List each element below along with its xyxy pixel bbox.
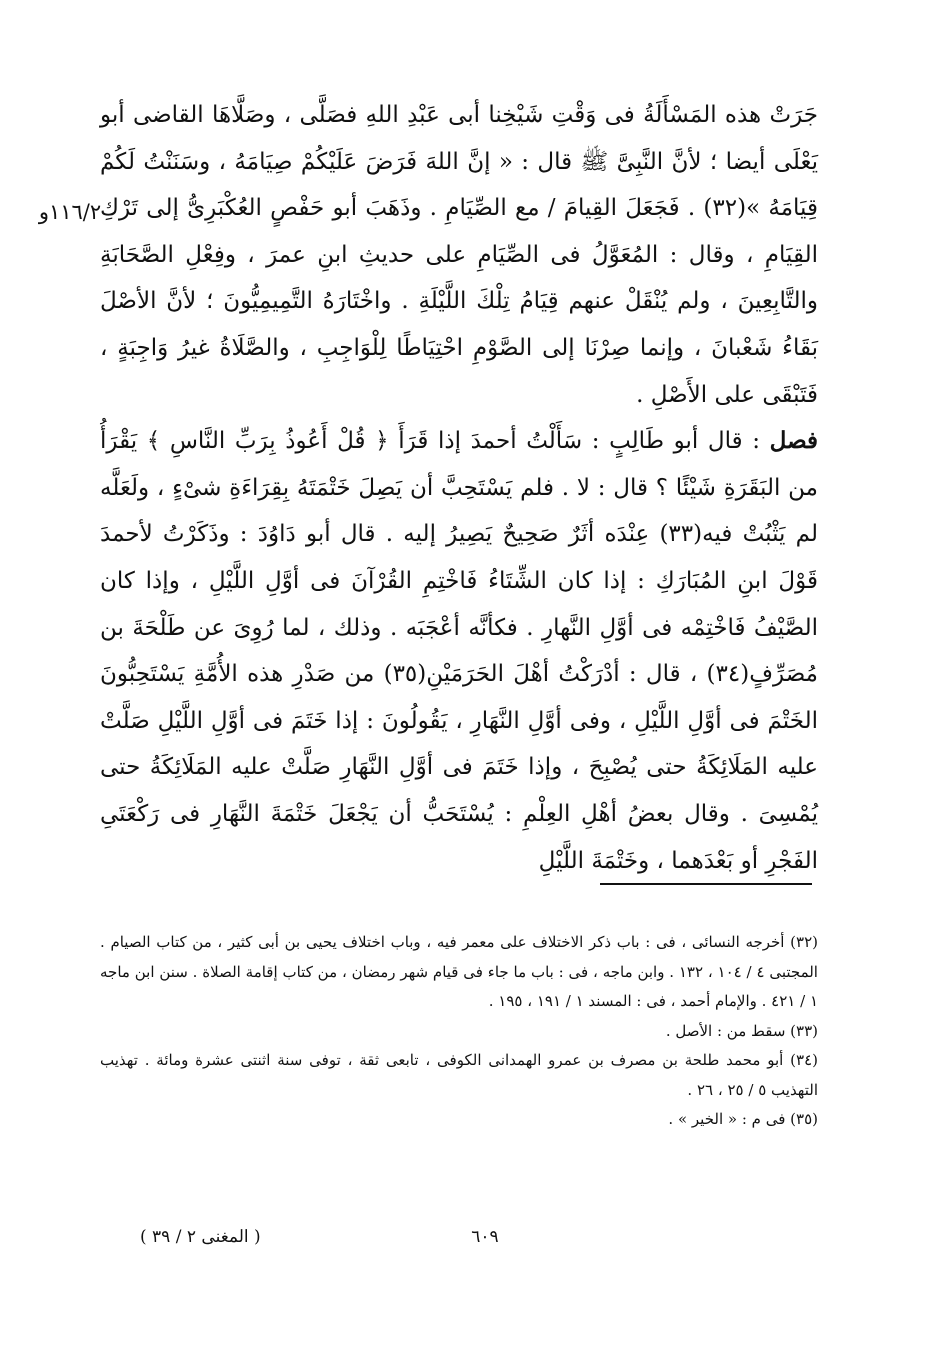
margin-folio-note: ١١٦/٢و	[38, 200, 102, 224]
footnote-divider	[600, 883, 812, 885]
footnote-34: (٣٤) أبو محمد طلحة بن مصرف بن عمرو الهمدانى الكوفى ، تابعى ثقة ، توفى سنة اثنتى عشرة ومائة . تهذيب التهذيب ٥ / ٢٥ ، ٢٦ .	[100, 1051, 818, 1099]
page-number: ٦٠٩	[471, 1227, 499, 1247]
main-text	[100, 92, 818, 884]
paragraph-1: جَرَتْ هذه المَسْأَلَةُ فى وَقْتِ شَيْخِنا أبى عَبْدِ اللهِ فصَلَّى ، وصَلَّاهَا القاضى أبو يَعْلَى أيضا ؛ لأنَّ النَّبِىَّ ﷺ قال : « إنَّ اللهَ فَرَضَ عَلَيْكُمْ صِيَامَهُ ، وسَنَنْتُ لَكُمْ قِيَامَهُ »(٣٢) . فَجَعَلَ القِيامَ / مع الصِّيَامِ . وذَهَبَ أبو حَفْصٍ العُكْبَرِىُّ إلى تَرْكِ القِيَامِ ، وقال : المُعَوَّلُ فى الصِّيَامِ على حديثِ ابنِ عمرَ ، وفِعْلِ الصَّحَابَةِ والتَّابِعِينَ ، ولم يُنْقَلْ عنهم قِيَامُ تِلْكَ اللَّيْلَةِ . واخْتَارَهُ التَّمِيمِيُّونَ ؛ لأنَّ الأصْلَ بَقَاءُ شَعْبانَ ، وإنما صِرْنَا إلى الصَّوْمِ احْتِيَاطًا لِلْوَاجِبِ ، والصَّلَاةُ غيرُ وَاجِبَةٍ ، فَتَبْقَى على الأَصْلِ .	[100, 102, 818, 408]
footnote-33: (٣٣) سقط من : الأصل .	[665, 1021, 818, 1040]
footnote-35: (٣٥) فى م : « الخير » .	[668, 1110, 818, 1128]
footnotes	[100, 928, 818, 1135]
footnote-32: (٣٢) أخرجه النسائى ، فى : باب ذكر الاختلاف على معمر فيه ، وباب اختلاف يحيى بن أبى كثير ، من كتاب الصيام . المجتبى ٤ / ١٠٤ ، ١٣٢ . وابن ماجه ، فى : باب ما جاء فى قيام شهر رمضان ، من كتاب إقامة الصلاة . سنن ابن ماجه ١ / ٤٢١ . والإمام أحمد ، فى : المسند ١ / ١٩١ ، ١٩٥ .	[100, 933, 818, 1010]
paragraph-2-text: : قال أبو طَالِبٍ : سَأَلْتُ أحمدَ إذا قَرَأَ ﴿ قُلْ أَعُوذُ بِرَبِّ النَّاسِ ﴾ يَقْرَأُ من البَقَرَةِ شَيْئًا ؟ قال : لا . فلم يَسْتَحِبَّ أن يَصِلَ خَتْمَتَهُ بِقِرَاءَةِ شىْءٍ ، ولَعَلَّه لم يَثْبُتْ فيه(٣٣) عِنْدَه أثَرٌ صَحِيحٌ يَصِيرُ إليه . قال أبو دَاوُدَ : وذَكَرْتُ لأحمدَ قَوْلَ ابنِ المُبَارَكِ : إذا كان الشِّتَاءُ فَاخْتِمِ القُرْآنَ فى أوَّلِ اللَّيْلِ ، وإذا كان الصَّيْفُ فَاخْتِمْه فى أوَّلِ النَّهارِ . فكأنَّه أعْجَبَه . وذلك ، لما رُوِىَ عن طَلْحَةَ بن مُصَرِّفٍ(٣٤) ، قال : أدْرَكْتُ أهْلَ الحَرَمَيْنِ(٣٥) من صَدْرِ هذه الأُمَّةِ يَسْتَحِبُّونَ الخَتْمَ فى أوَّلِ اللَّيْلِ ، وفى أوَّلِ النَّهَارِ ، يَقُولُونَ : إذا خَتَمَ فى أوَّلِ اللَّيْلِ صَلَّتْ عليه المَلَائِكَةُ حتى يُصْبِحَ ، وإذا خَتَمَ فى أوَّلِ النَّهَارِ صَلَّتْ عليه المَلَائِكَةُ حتى يُمْسِىَ . وقال بعضُ أهْلِ العِلْمِ : يُسْتَحَبُّ أن يَجْعَلَ خَتْمَةَ النَّهَارِ فى رَكْعَتَىِ الفَجْرِ أو بَعْدَهما ، وخَتْمَةَ اللَّيْلِ	[100, 428, 818, 874]
source-reference: ( المغنى ٢ / ٣٩ )	[140, 1227, 261, 1247]
section-heading: فصل	[769, 427, 819, 455]
paragraph-2	[100, 418, 818, 884]
